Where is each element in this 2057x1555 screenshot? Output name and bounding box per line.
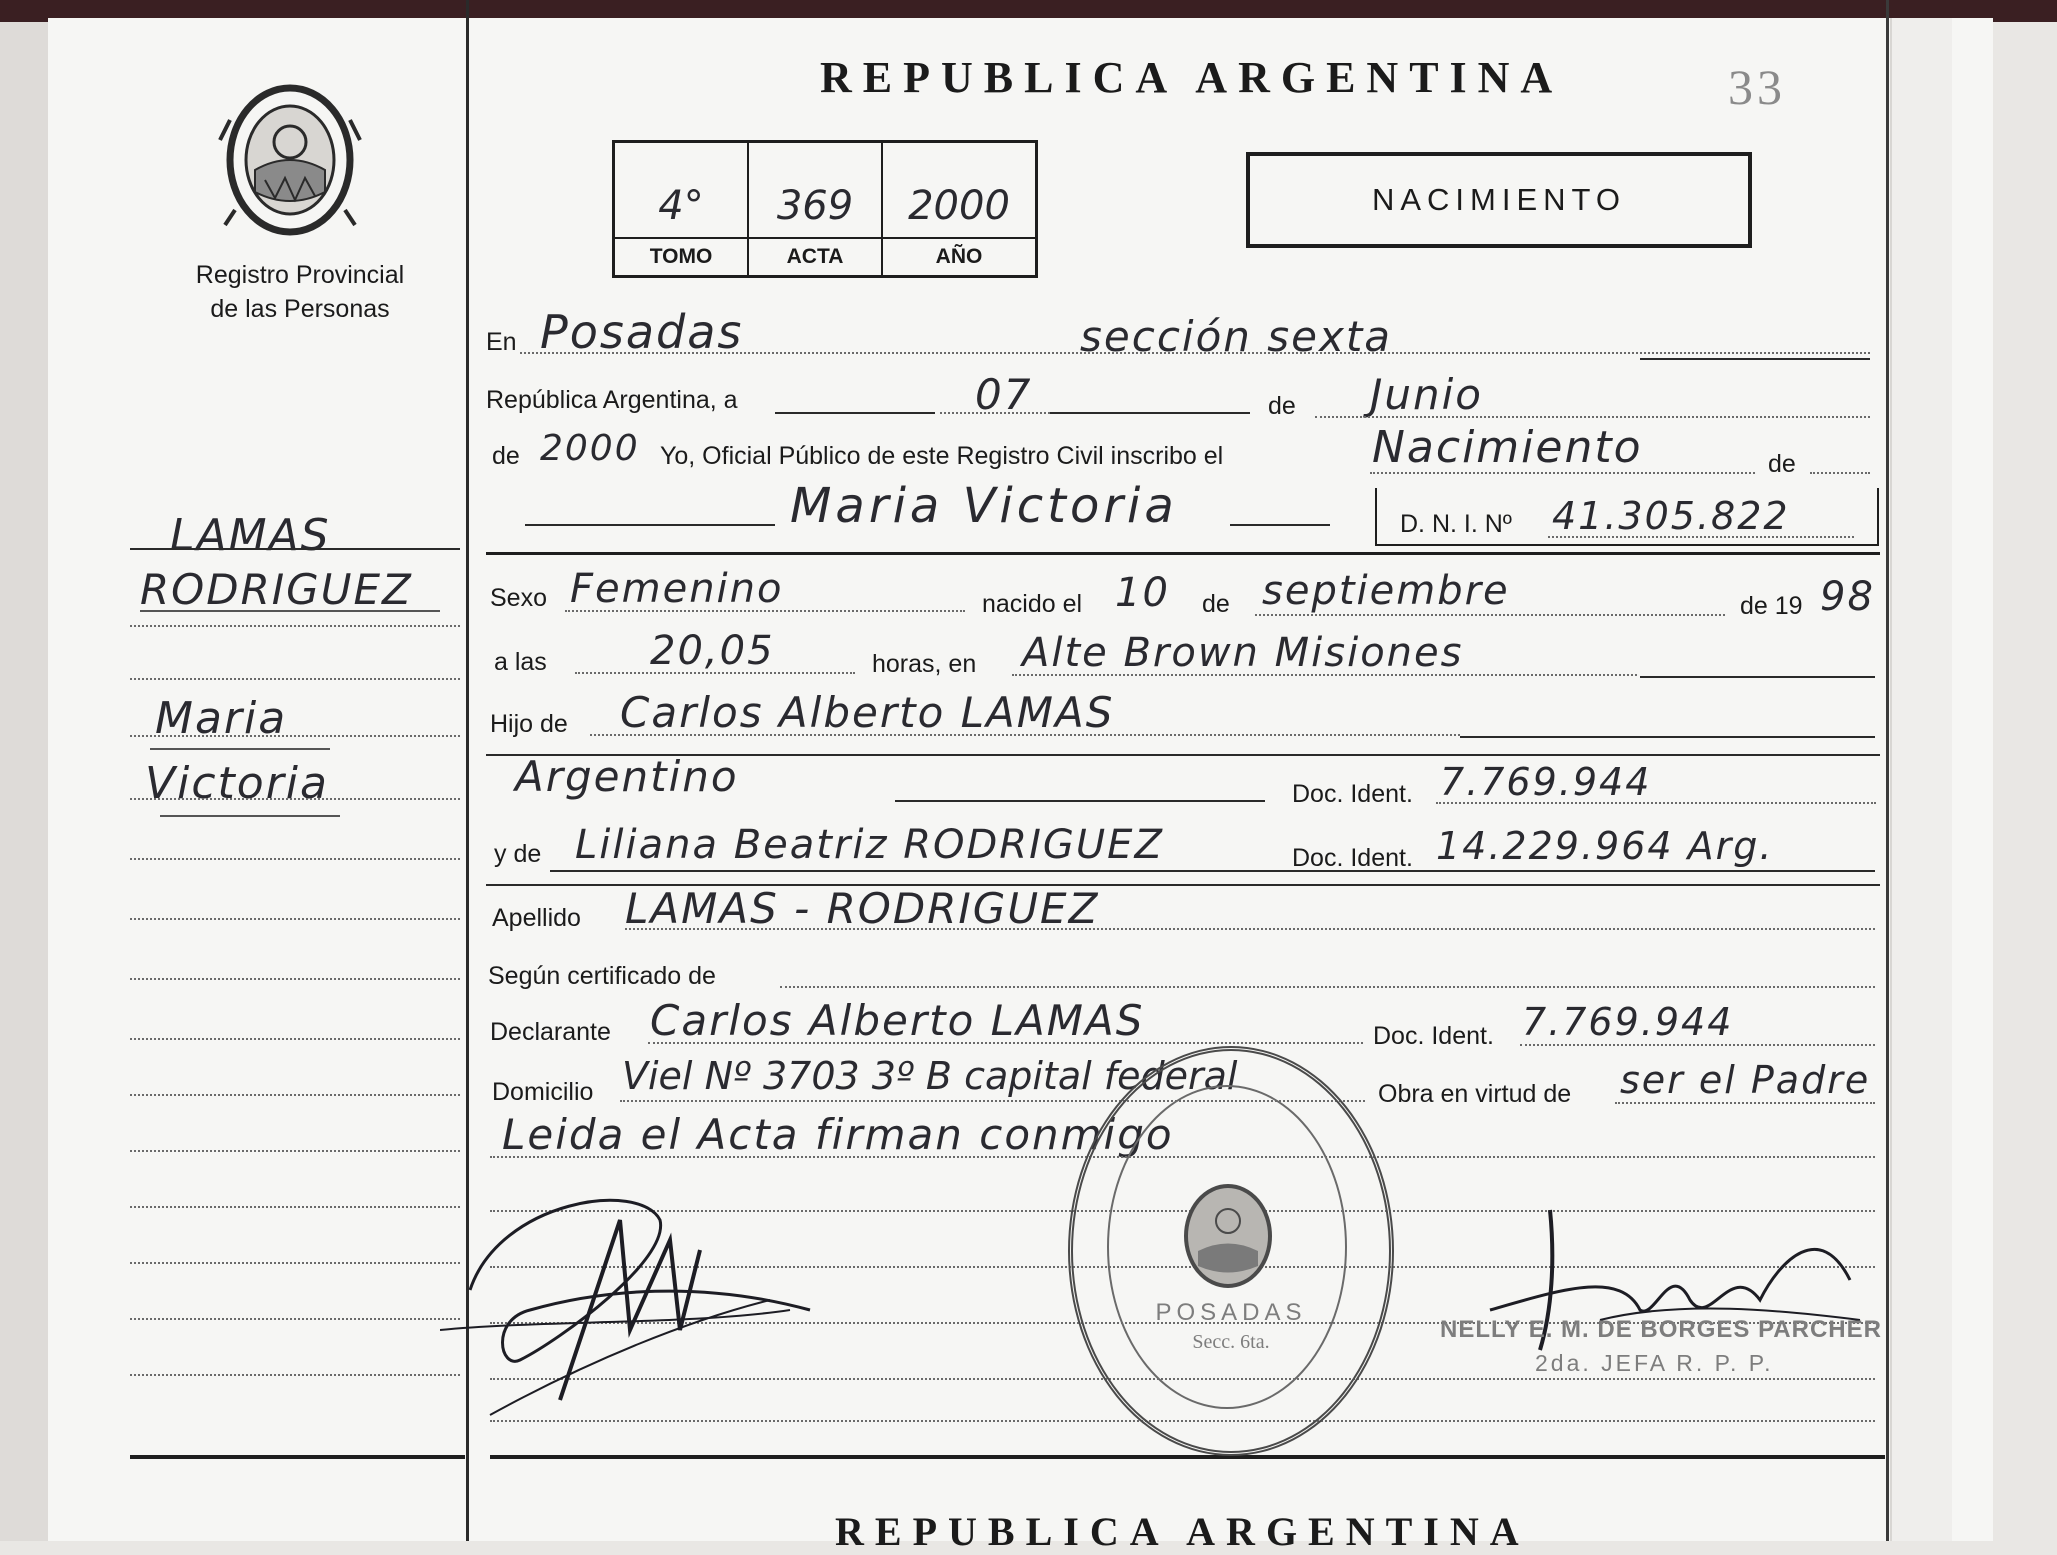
domicilio-label: Domicilio bbox=[492, 1078, 594, 1106]
document-type-box bbox=[1246, 152, 1752, 248]
father-nationality-value: Argentino bbox=[515, 752, 739, 801]
acta-value: 369 bbox=[776, 183, 854, 229]
margin-dotted-line bbox=[130, 1150, 460, 1152]
child-name-value: Maria Victoria bbox=[790, 478, 1178, 534]
margin-surname-2: RODRIGUEZ bbox=[140, 565, 413, 614]
doc-ident-label-3: Doc. Ident. bbox=[1373, 1022, 1494, 1050]
seal-emblem bbox=[1178, 1181, 1278, 1291]
acta-label: ACTA bbox=[749, 237, 881, 269]
registry-title-line1: Registro Provincial bbox=[195, 261, 405, 289]
form-dotted-line bbox=[1012, 674, 1637, 676]
declarant-signature bbox=[440, 1160, 820, 1420]
doc-ident-label-2: Doc. Ident. bbox=[1292, 844, 1413, 872]
margin-given-1: Maria bbox=[155, 693, 288, 744]
form-underline bbox=[1460, 736, 1875, 738]
en-label: En bbox=[486, 328, 517, 356]
sexo-value: Femenino bbox=[570, 566, 784, 612]
form-dotted-line bbox=[940, 412, 1050, 414]
form-dotted-line bbox=[590, 734, 1460, 736]
form-dotted-line bbox=[648, 1042, 1363, 1044]
declarante-label: Declarante bbox=[490, 1018, 611, 1046]
tomo-cell bbox=[615, 143, 749, 275]
apellido-label: Apellido bbox=[492, 904, 581, 932]
birth-month-value: septiembre bbox=[1262, 568, 1510, 614]
birth-day-value: 10 bbox=[1115, 570, 1170, 616]
next-page-title: REPUBLICA ARGENTINA bbox=[835, 1509, 1530, 1554]
republica-label: República Argentina, a bbox=[486, 386, 738, 414]
horas-label: horas, en bbox=[872, 650, 977, 678]
tomo-value: 4° bbox=[658, 183, 704, 229]
registry-title-line2: de las Personas bbox=[210, 295, 390, 323]
de-label-2: de bbox=[1768, 450, 1796, 478]
margin-dotted-line bbox=[130, 1262, 460, 1264]
hijo-label: Hijo de bbox=[490, 710, 568, 738]
form-underline bbox=[1230, 524, 1330, 526]
mother-doc-value: 14.229.964 Arg. bbox=[1436, 824, 1774, 868]
margin-dotted-line bbox=[130, 798, 460, 800]
form-dotted-line bbox=[1436, 802, 1876, 804]
obra-label: Obra en virtud de bbox=[1378, 1080, 1572, 1108]
form-dotted-line bbox=[780, 986, 1875, 988]
form-underline bbox=[895, 800, 1265, 802]
document-type: NACIMIENTO bbox=[1371, 182, 1627, 217]
form-dotted-line bbox=[1520, 1044, 1875, 1046]
form-underline bbox=[550, 870, 1875, 872]
right-page-edge bbox=[1890, 18, 1952, 1541]
margin-dotted-line bbox=[130, 1094, 460, 1096]
form-underline bbox=[775, 412, 935, 414]
form-dotted-line bbox=[1370, 472, 1755, 474]
nacido-label: nacido el bbox=[982, 590, 1083, 618]
signature-icon bbox=[440, 1160, 820, 1420]
sexo-label: Sexo bbox=[490, 584, 547, 612]
tomo-label: TOMO bbox=[615, 237, 747, 269]
margin-dotted-line bbox=[130, 1318, 460, 1320]
form-underline bbox=[1050, 412, 1250, 414]
father-name-value: Carlos Alberto LAMAS bbox=[620, 688, 1115, 737]
section-value: sección sexta bbox=[1080, 312, 1393, 361]
form-dotted-line bbox=[1810, 472, 1870, 474]
mother-name-value: Liliana Beatriz RODRIGUEZ bbox=[575, 822, 1164, 868]
form-dotted-line bbox=[1615, 1102, 1875, 1104]
coat-of-arms-icon bbox=[1178, 1181, 1278, 1291]
birth-year-value: 98 bbox=[1820, 574, 1875, 620]
form-dotted-line bbox=[565, 610, 965, 612]
right-border-line bbox=[1886, 0, 1889, 1541]
margin-dotted-line bbox=[130, 1206, 460, 1208]
acta-cell bbox=[749, 143, 883, 275]
de-year-label: de bbox=[492, 442, 520, 470]
dni-value: 41.305.822 bbox=[1552, 494, 1790, 538]
margin-dotted-line bbox=[130, 678, 460, 680]
form-dotted-line bbox=[1315, 416, 1870, 418]
form-dotted-line bbox=[1255, 614, 1725, 616]
declarante-doc-value: 7.769.944 bbox=[1522, 1000, 1734, 1044]
official-name: NELLY E. M. DE BORGES PARCHER bbox=[1440, 1316, 1882, 1343]
left-page-edge bbox=[0, 22, 48, 1541]
ano-cell bbox=[883, 143, 1035, 275]
registry-title bbox=[150, 258, 450, 326]
form-dotted-line bbox=[1548, 536, 1854, 538]
segun-label: Según certificado de bbox=[488, 962, 716, 990]
birth-time-value: 20,05 bbox=[650, 628, 775, 674]
margin-given-2: Victoria bbox=[145, 758, 329, 809]
margin-underline bbox=[140, 610, 440, 612]
margin-dotted-line bbox=[130, 978, 460, 980]
alas-label: a las bbox=[494, 648, 547, 676]
place-value: Posadas bbox=[540, 305, 744, 359]
ano-value: 2000 bbox=[908, 183, 1010, 229]
de-label: de bbox=[1268, 392, 1296, 420]
registry-emblem bbox=[215, 80, 365, 240]
margin-dotted-line bbox=[130, 1374, 460, 1376]
form-underline bbox=[1640, 358, 1870, 360]
form-dotted-line bbox=[520, 352, 1870, 354]
month-value: Junio bbox=[1370, 370, 1483, 419]
obra-value: ser el Padre bbox=[1620, 1058, 1871, 1102]
margin-underline bbox=[160, 815, 340, 817]
yde-label: y de bbox=[494, 840, 542, 868]
form-dotted-line bbox=[625, 928, 1875, 930]
apellido-value: LAMAS - RODRIGUEZ bbox=[625, 884, 1100, 933]
form-underline bbox=[525, 524, 775, 526]
seal-city: POSADAS bbox=[1155, 1299, 1307, 1326]
seal-sub: Secc. 6ta. bbox=[1192, 1331, 1270, 1353]
dni-label: D. N. I. Nº bbox=[1400, 510, 1512, 538]
official-statement: Yo, Oficial Público de este Registro Civil inscribo el bbox=[660, 442, 1224, 470]
margin-rule bbox=[130, 548, 460, 550]
de-label-3: de bbox=[1202, 590, 1230, 618]
record-box bbox=[612, 140, 1038, 278]
margin-underline bbox=[150, 748, 330, 750]
coat-of-arms-icon bbox=[215, 80, 365, 240]
margin-dotted-line bbox=[130, 918, 460, 920]
country-title: REPUBLICA ARGENTINA bbox=[820, 53, 1564, 102]
ano-label: AÑO bbox=[883, 237, 1035, 269]
section-rule bbox=[486, 552, 1880, 555]
domicilio-value: Viel Nº 3703 3º B capital federal bbox=[622, 1054, 1238, 1098]
de19-label: de 19 bbox=[1740, 592, 1803, 620]
birth-place-value: Alte Brown Misiones bbox=[1022, 630, 1464, 676]
doc-ident-label: Doc. Ident. bbox=[1292, 780, 1413, 808]
father-doc-value: 7.769.944 bbox=[1440, 760, 1652, 804]
form-underline bbox=[1640, 676, 1875, 678]
margin-surname-1: LAMAS bbox=[170, 510, 331, 561]
page-number: 33 bbox=[1728, 59, 1786, 115]
year-value: 2000 bbox=[540, 428, 640, 469]
margin-dotted-line bbox=[130, 1038, 460, 1040]
act-type-value: Nacimiento bbox=[1372, 422, 1643, 473]
day-value: 07 bbox=[975, 370, 1033, 419]
form-bottom-rule bbox=[490, 1455, 1885, 1459]
form-dotted-line bbox=[575, 672, 855, 674]
margin-dotted-line bbox=[130, 625, 460, 627]
official-seal bbox=[1068, 1046, 1394, 1456]
declarante-value: Carlos Alberto LAMAS bbox=[650, 996, 1145, 1045]
margin-dotted-line bbox=[130, 858, 460, 860]
closing-note: Leida el Acta firman conmigo bbox=[502, 1110, 1174, 1159]
margin-bottom-rule bbox=[130, 1455, 465, 1459]
official-title: 2da. JEFA R. P. P. bbox=[1535, 1350, 1774, 1376]
margin-dotted-line bbox=[130, 735, 460, 737]
